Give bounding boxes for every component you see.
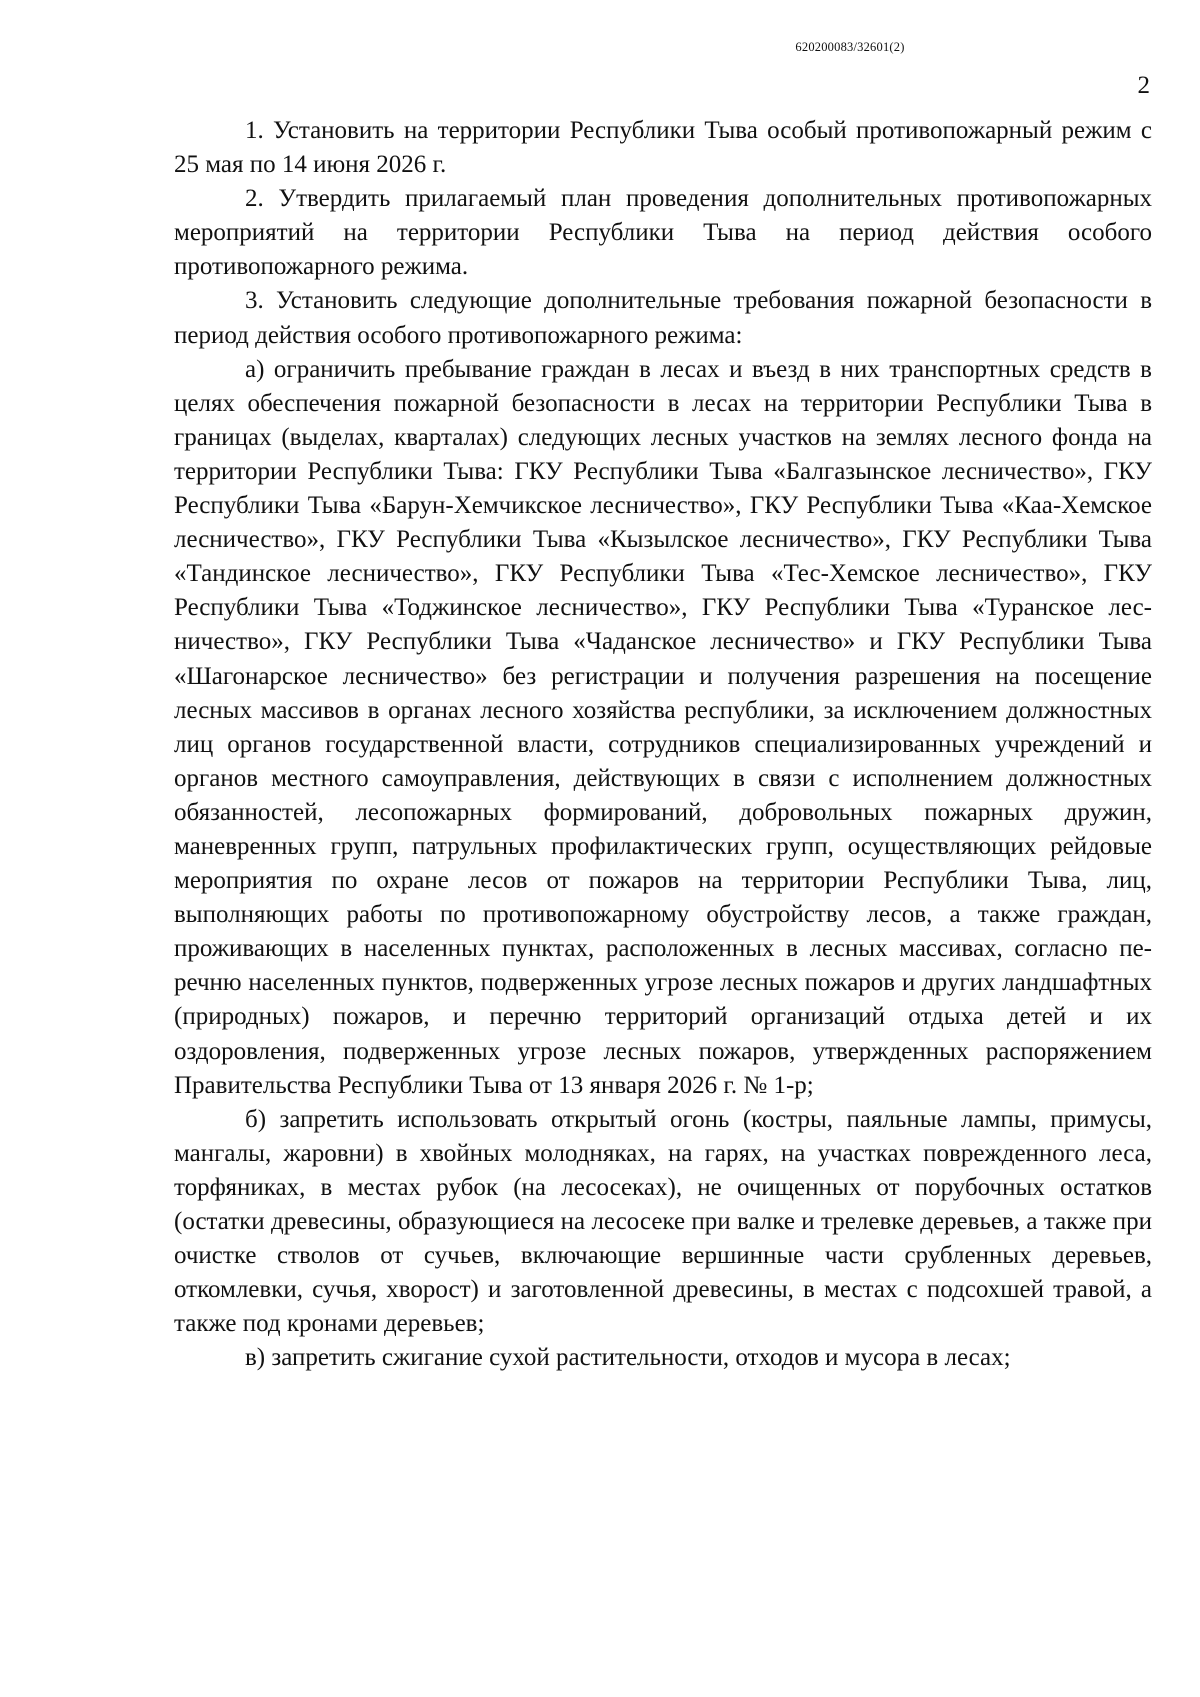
subparagraph-v-ban-burning: в) запретить сжигание сухой растительности, отходов и мусора в лесах; bbox=[245, 1344, 1011, 1372]
page-number: 2 bbox=[1137, 72, 1150, 99]
paragraph-2-approve-plan: 2. Утвердить прилагаемый план проведения дополнительных противопожарных мероприятий на территории Республики Тыва на период действия особого противопожарного режима. bbox=[174, 185, 1152, 281]
subparagraph-a-restrict-forest-access: а) ограничить пребывание граждан в лесах и въезд в них транспортных средств в целях обеспечения пожарной безопасности в лесах на территории Республики Тыва в границах (выделах, кварталах) следующих лесных участков на землях лесного фонда на территории Республики Тыва: ГКУ Республики Тыва «Балгазынское лесничество», ГКУ Республики Тыва «Барун-Хемчикское лесничество», ГКУ Республики Тыва «Каа-Хемское лесничество», ГКУ Республики Тыва «Кызылское лесничество», ГКУ Республики Тыва «Тандинское лесничество», ГКУ Республики Тыва «Тес-Хемское лесничество», ГКУ Республики Тыва «Тоджинское лесничество», ГКУ Республики Тыва «Туранское лесничество», ГКУ Республики Тыва «Чаданское лесничество» и ГКУ Республики Тыва «Шагонарское лесничество» без регистрации и получения разрешения на посещение лесных массивов в органах лесного хозяйства республики, за исключением должностных лиц органов государственной власти, сотрудников специализированных учреждений и органов местного самоуправления, действующих в связи с исполнением должностных обязанностей, лесопожарных формирований, добровольных пожарных дружин, маневренных групп, патрульных профилактических групп, осуществляющих рейдовые мероприятия по охране лесов от пожаров на территории Республики Тыва, лиц, выполняющих работы по противопожарному обустройству лесов, а также граждан, проживающих в населенных пунктах, расположенных в лесных массивах, согласно перечню населенных пунктов, подверженных угрозе лесных пожаров и других ландшафтных (природных) пожаров, и перечню территорий организаций отдыха детей и их оздоровления, подверженных угрозе лесных пожаров, утвержденных распоряжением Правительства Республики Тыва от 13 января 2026 г. № 1-р; bbox=[174, 355, 1152, 1099]
document-body bbox=[174, 114, 1152, 1375]
paragraph-3-requirements-intro: 3. Установить следующие дополнительные требования пожарной безопасности в период действия особого противопожарного режима: bbox=[174, 287, 1152, 349]
paragraph-1-establish-regime: 1. Установить на территории Республики Тыва особый противопожарный режим с 25 мая по 14 июня 2026 г. bbox=[174, 117, 1152, 179]
document-registration-number: 620200083/32601(2) bbox=[795, 40, 905, 54]
subparagraph-b-ban-open-fire: б) запретить использовать открытый огонь (костры, паяльные лампы, примусы, мангалы, жаровни) в хвойных молодняках, на гарях, на участках поврежденного леса, торфяниках, в местах рубок (на лесосеках), не очищенных от порубочных остатков (остатки древесины, образующиеся на лесосеке при валке и трелевке деревьев, а также при очистке стволов от сучьев, включающие вершинные части срубленных деревьев, откомлевки, сучья, хворост) и заготовленной древесины, в местах с подсохшей травой, а также под кронами деревьев; bbox=[174, 1105, 1152, 1338]
